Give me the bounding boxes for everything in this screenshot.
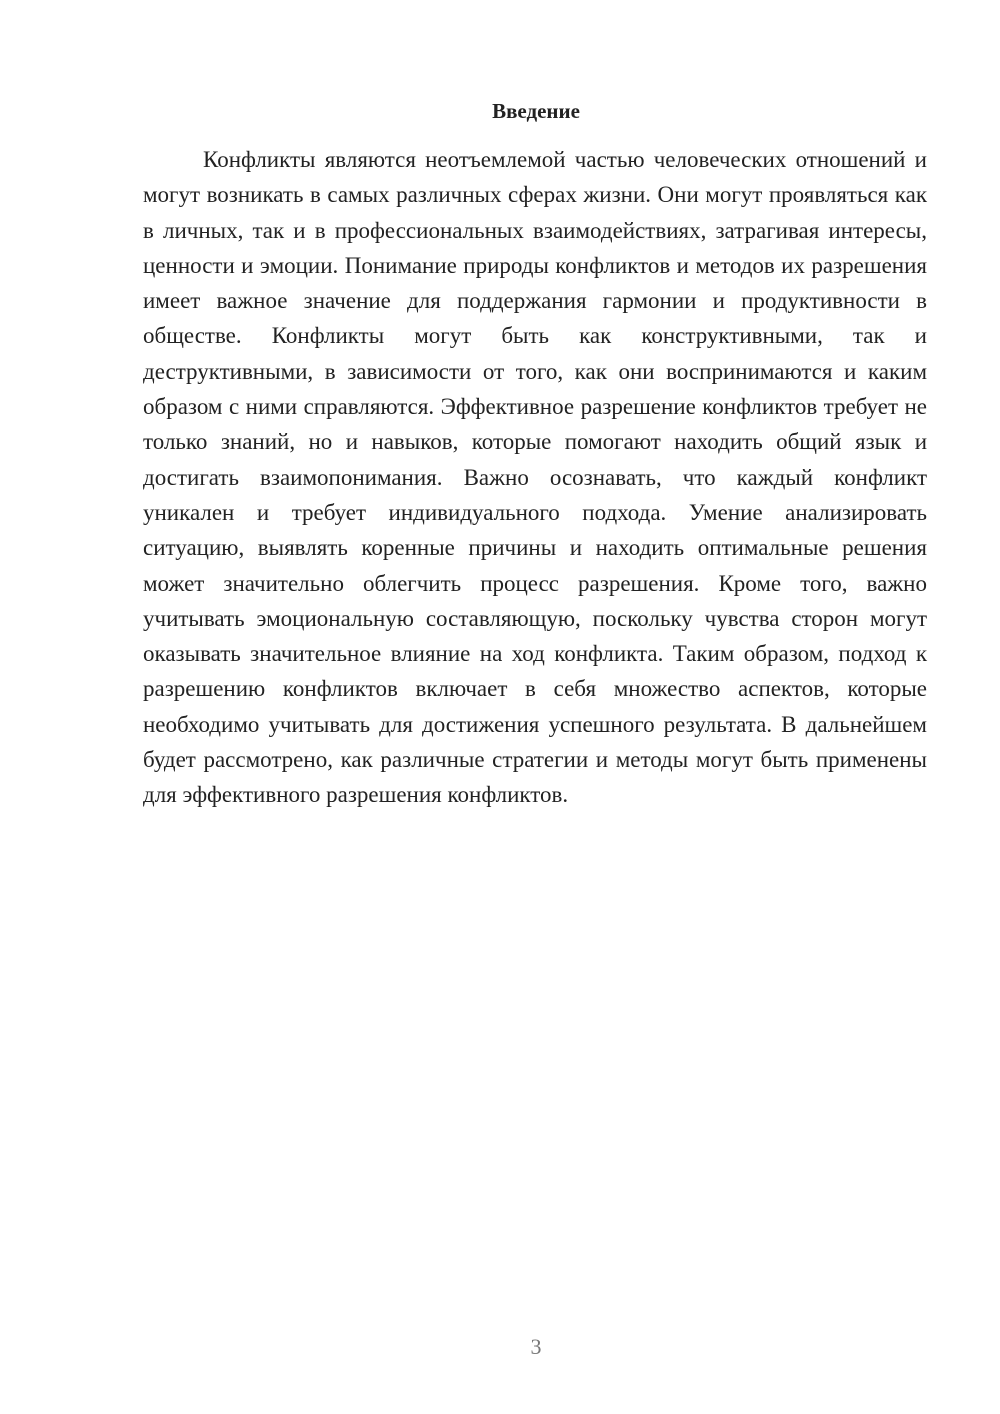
intro-paragraph: Конфликты являются неотъемлемой частью человеческих отношений и могут возникать в самых различных сферах жизни. Они могут проявляться как в личных, так и в профессиональных взаимодействиях, затрагивая интересы, ценности и эмоции. Понимание природы конфликтов и методов их разрешения имеет важное значение для поддержания гармонии и продуктивности в обществе. Конфликты могут быть как конструктивными, так и деструктивными, в зависимости от того, как они воспринимаются и каким образом с ними справляются. Эффективное разрешение конфликтов требует не только знаний, но и навыков, которые помогают находить общий язык и достигать взаимопонимания. Важно осознавать, что каждый конфликт уникален и требует индивидуального подхода. Умение анализировать ситуацию, выявлять коренные причины и находить оптимальные решения может значительно облегчить процесс разрешения. Кроме того, важно учитывать эмоциональную составляющую, поскольку чувства сторон могут оказывать значительное влияние на ход конфликта. Таким образом, подход к разрешению конфликтов включает в себя множество аспектов, которые необходимо учитывать для достижения успешного результата. В дальнейшем будет рассмотрено, как различные стратегии и методы могут быть применены для эффективного разрешения конфликтов. xyxy=(143,147,927,808)
page-number: 3 xyxy=(530,1334,542,1359)
section-heading: Введение xyxy=(492,99,580,123)
